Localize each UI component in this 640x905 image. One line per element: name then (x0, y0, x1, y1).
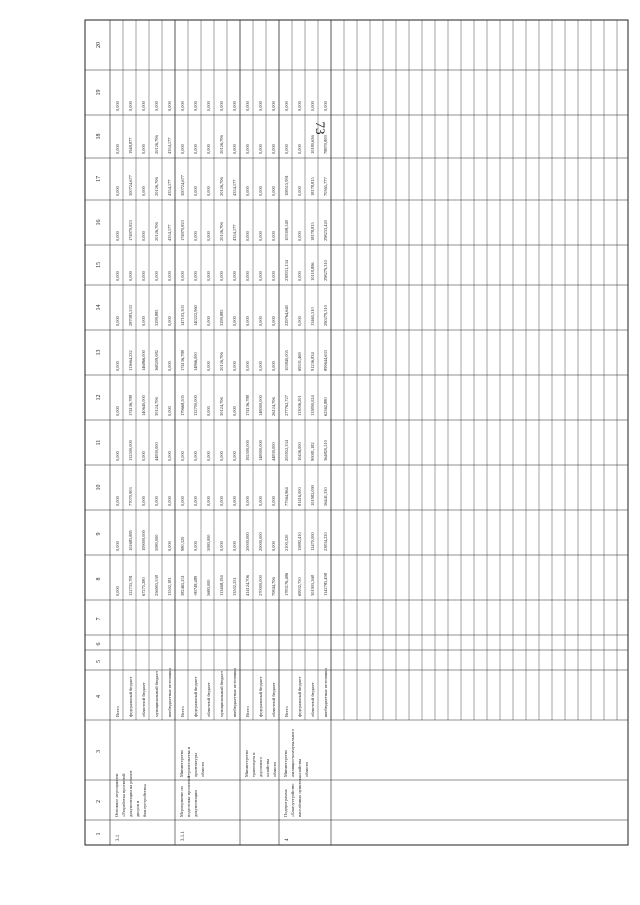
value-cell: 10118,806 (310, 262, 315, 281)
value-cell: 0,000 (219, 271, 224, 281)
section-name: «Разработка проектной (121, 773, 126, 817)
section-name: подготовке проектной (186, 775, 191, 817)
value-cell: 0,000 (271, 186, 276, 196)
value-cell: 0,000 (258, 496, 263, 506)
row-label: муниципальный бюджет (219, 670, 224, 717)
value-cell: 0,000 (193, 231, 198, 241)
value-cell: 14866,000 (193, 352, 198, 371)
value-cell: 67275,280 (141, 577, 146, 596)
value-cell: 179668,505 (180, 395, 185, 416)
executor-name: жилищно-коммунального (290, 728, 295, 777)
value-cell: 132700,000 (193, 395, 198, 416)
value-cell: 101982,090 (310, 485, 315, 506)
value-cell: 0,000 (167, 451, 172, 461)
value-cell: 132500,000 (128, 440, 133, 461)
value-cell: 192500,000 (245, 440, 250, 461)
value-cell: 0,000 (271, 231, 276, 241)
value-cell: 0,000 (180, 101, 185, 111)
value-cell: 0,000 (115, 406, 120, 416)
row-label: Всего (115, 706, 120, 717)
value-cell: 0,000 (206, 144, 211, 154)
value-cell: 1783176,486 (284, 572, 289, 596)
value-cell: 140222,960 (193, 305, 198, 326)
value-cell: 0,000 (297, 316, 302, 326)
value-cell: 0,000 (167, 101, 172, 111)
value-cell: 0,000 (141, 186, 146, 196)
section-name: благоустройство» (142, 783, 147, 817)
value-cell: 0,000 (115, 361, 120, 371)
section-name: Мероприятие по (179, 786, 184, 817)
value-cell: 0,000 (271, 496, 276, 506)
value-cell: 0,000 (297, 186, 302, 196)
row-label: внебюджетные источники (167, 668, 172, 717)
value-cell: 103840,005 (284, 350, 289, 371)
value-cell: 0,000 (232, 541, 237, 551)
value-cell: 0,000 (232, 406, 237, 416)
value-cell: 108515,991 (284, 175, 289, 196)
value-cell: 103308,549 (284, 220, 289, 241)
row-label: Всего (180, 706, 185, 717)
value-cell: 0,000 (245, 271, 250, 281)
value-cell: 77564,964 (284, 487, 289, 506)
value-cell: 256905,558 (154, 575, 159, 596)
value-cell: 0,000 (245, 361, 250, 371)
executor-name: хозяйства (297, 758, 302, 777)
value-cell: 301905,268 (310, 575, 315, 596)
value-cell: 0,000 (258, 231, 263, 241)
value-cell: 70365,777 (323, 177, 328, 196)
value-cell: 5080,000 (206, 534, 211, 551)
value-cell: 0,000 (284, 144, 289, 154)
value-cell: 146866,000 (141, 350, 146, 371)
value-cell: 13502,181 (167, 577, 172, 596)
value-cell: 298233,420 (323, 220, 328, 241)
section-name: документации на ремонт (128, 770, 133, 817)
value-cell: 174136,788 (180, 350, 185, 371)
value-cell: 0,000 (297, 231, 302, 241)
value-cell: 0,000 (310, 101, 315, 111)
value-cell: 0,000 (245, 186, 250, 196)
value-cell: 0,000 (271, 316, 276, 326)
value-cell: 899644,633 (323, 350, 328, 371)
row-label: муниципальный бюджет (154, 670, 159, 717)
header-cell: 16 (96, 219, 102, 226)
executor-name: Министерство (179, 749, 184, 777)
value-cell: 91236,834 (310, 352, 315, 371)
value-cell: 62362,880 (323, 397, 328, 416)
value-cell: 0,000 (219, 496, 224, 506)
value-cell: 0,000 (258, 144, 263, 154)
header-cell: 15 (96, 262, 102, 268)
value-cell: 0,000 (219, 101, 224, 111)
section-name: Подпрограмма (283, 789, 288, 817)
header-cell: 12 (96, 394, 102, 401)
value-cell: 0,000 (167, 316, 172, 326)
value-cell: 0,000 (193, 144, 198, 154)
value-cell: 20126,706 (219, 352, 224, 371)
value-cell: 174136,788 (128, 395, 133, 416)
value-cell: 0,000 (258, 316, 263, 326)
value-cell: 364820,210 (323, 440, 328, 461)
value-cell: 69932,750 (297, 577, 302, 596)
value-cell: 20126,706 (219, 177, 224, 196)
executor-name: дорожного (258, 756, 263, 777)
value-cell: 10436,000 (297, 442, 302, 461)
header-cell: 19 (96, 89, 102, 96)
value-cell: 0,000 (115, 186, 120, 196)
value-cell: 0,000 (206, 406, 211, 416)
value-cell: 0,000 (115, 316, 120, 326)
value-cell: 0,000 (141, 496, 146, 506)
value-cell: 18178,815 (310, 222, 315, 241)
page-number: 73 (313, 121, 328, 135)
header-cell: 8 (96, 577, 102, 581)
value-cell: 20126,706 (154, 222, 159, 241)
value-cell: 5080,000 (154, 534, 159, 551)
value-cell: 113664,232 (128, 350, 133, 371)
value-cell: 15882,410 (297, 532, 302, 551)
value-cell: 0,000 (115, 271, 120, 281)
value-cell: 30124,706 (154, 397, 159, 416)
value-cell: 0,000 (271, 541, 276, 551)
value-cell: 0,000 (115, 101, 120, 111)
section-name: дворов и (135, 800, 140, 817)
row-label: областной бюджет (141, 682, 146, 717)
section-name: «Благоустройство (290, 783, 295, 817)
value-cell: 69331,469 (297, 352, 302, 371)
value-cell: 270000,000 (258, 575, 263, 596)
value-cell: 0,000 (297, 271, 302, 281)
value-cell: 0,000 (193, 101, 198, 111)
value-cell: 0,000 (245, 316, 250, 326)
value-cell: 109000,000 (141, 530, 146, 551)
value-cell: 20126,706 (154, 135, 159, 154)
value-cell: 0,000 (180, 144, 185, 154)
value-cell: 0,000 (232, 144, 237, 154)
value-cell: 44830,000 (271, 442, 276, 461)
value-cell: 0,000 (167, 271, 172, 281)
executor-name: области (200, 762, 205, 777)
section-name: Основное мероприятие (114, 773, 119, 817)
value-cell: 0,000 (206, 231, 211, 241)
header-cell: 18 (96, 133, 102, 140)
value-cell: 168209,082 (154, 350, 159, 371)
value-cell: 277762,727 (284, 395, 289, 416)
value-cell: 0,000 (219, 541, 224, 551)
value-cell: 290279,310 (323, 305, 328, 326)
header-cell: 9 (96, 532, 102, 536)
header-cell: 3 (96, 750, 102, 753)
value-cell: 0,000 (154, 101, 159, 111)
header-cell: 13 (96, 349, 102, 356)
value-cell: 0,000 (232, 101, 237, 111)
value-cell: 300724,677 (180, 175, 185, 196)
value-cell: 4354,177 (232, 224, 237, 241)
value-cell: 81416,000 (297, 487, 302, 506)
value-cell: 0,000 (206, 316, 211, 326)
value-cell: 23834,220 (323, 532, 328, 551)
row-label: Всего (245, 706, 250, 717)
executor-name: архитектуры (193, 753, 198, 777)
header-cell: 10 (96, 484, 102, 491)
value-cell: 0,000 (141, 144, 146, 154)
value-cell: 2100,320 (284, 534, 289, 551)
executor-name: Министерство (283, 749, 288, 777)
value-cell: 20126,706 (219, 135, 224, 154)
header-cell: 1 (96, 832, 102, 836)
value-cell: 0,000 (115, 231, 120, 241)
value-cell: 12470,000 (310, 532, 315, 551)
section-code: 4 (285, 838, 290, 841)
value-cell: 77070,903 (128, 487, 133, 506)
value-cell: 147103,303 (180, 305, 185, 326)
section-code: 3.1 (116, 834, 121, 841)
value-cell: 56441,330 (323, 487, 328, 506)
value-cell: 0,000 (258, 101, 263, 111)
value-cell: 0,000 (271, 144, 276, 154)
value-cell: 0,000 (258, 271, 263, 281)
header-cell: 5 (96, 660, 102, 663)
value-cell: 30124,706 (219, 397, 224, 416)
value-cell: 0,000 (232, 496, 237, 506)
executor-name: области (304, 762, 309, 777)
value-cell: 174970,823 (180, 220, 185, 241)
row-label: областной бюджет (271, 682, 276, 717)
value-cell: 0,000 (141, 316, 146, 326)
row-label: внебюджетные источники (232, 668, 237, 717)
value-cell: 20000,000 (258, 532, 263, 551)
value-cell: 20126,706 (154, 177, 159, 196)
value-cell: 20126,706 (219, 222, 224, 241)
header-cell: 20 (96, 42, 102, 48)
value-cell: 4354,177 (167, 137, 172, 154)
header-cell: 11 (96, 439, 102, 446)
row-label: областной бюджет (206, 682, 211, 717)
value-cell: 0,000 (297, 144, 302, 154)
value-cell: 0,000 (128, 271, 133, 281)
value-cell: 0,000 (232, 316, 237, 326)
value-cell: 0,000 (206, 451, 211, 461)
value-cell: 0,000 (141, 451, 146, 461)
value-cell: 0,000 (206, 186, 211, 196)
value-cell: 113006,201 (297, 395, 302, 416)
value-cell: 0,000 (206, 361, 211, 371)
row-label: федеральный бюджет (297, 676, 302, 717)
value-cell: 20000,000 (245, 532, 250, 551)
value-cell: 0,000 (180, 451, 185, 461)
value-cell: 0,000 (167, 496, 172, 506)
value-cell: 0,000 (180, 271, 185, 281)
value-cell: 1142785,498 (323, 573, 328, 596)
value-cell: 0,000 (115, 586, 120, 596)
value-cell: 0,000 (115, 451, 120, 461)
value-cell: 0,000 (193, 496, 198, 506)
value-cell: 0,000 (115, 541, 120, 551)
executor-name: Министерство (244, 749, 249, 777)
row-label: внебюджетные источники (323, 668, 328, 717)
value-cell: 300724,677 (128, 175, 133, 196)
row-label: федеральный бюджет (258, 676, 263, 717)
header-cell: 7 (96, 617, 102, 621)
value-cell: 0,000 (284, 101, 289, 111)
value-cell: 0,000 (180, 496, 185, 506)
value-cell: 122735,781 (128, 575, 133, 596)
section-name: документации (193, 790, 198, 817)
value-cell: 0,000 (167, 361, 172, 371)
value-cell: 10180,636 (310, 135, 315, 154)
value-cell: 0,000 (206, 496, 211, 506)
value-cell: 0,000 (232, 271, 237, 281)
value-cell: 0,000 (297, 101, 302, 111)
value-cell: 0,000 (167, 406, 172, 416)
value-cell: 0,000 (206, 101, 211, 111)
value-cell: 0,000 (154, 496, 159, 506)
value-cell: 414124,706 (245, 575, 250, 596)
value-cell: 102685,885 (128, 530, 133, 551)
row-label: федеральный бюджет (193, 676, 198, 717)
value-cell: 4354,177 (232, 179, 237, 196)
value-cell: 229764,640 (284, 305, 289, 326)
value-cell: 148000,000 (258, 440, 263, 461)
value-cell: 26124,706 (271, 397, 276, 416)
value-cell: 382465,251 (180, 575, 185, 596)
value-cell: 0,000 (206, 271, 211, 281)
value-cell: 0,000 (271, 361, 276, 371)
value-cell: 0,000 (271, 271, 276, 281)
header-cell: 4 (96, 695, 102, 698)
table-text (96, 42, 329, 841)
value-cell: 18178,815 (310, 177, 315, 196)
row-label: Всего (284, 706, 289, 717)
value-cell: 0,000 (323, 101, 328, 111)
value-cell: 0,000 (115, 496, 120, 506)
executor-name: строительства и (186, 746, 191, 777)
value-cell: 3299,885 (219, 309, 224, 326)
value-cell: 4354,177 (167, 224, 172, 241)
value-cell: 0,000 (232, 451, 237, 461)
executor-name: области (272, 762, 277, 777)
header-cell: 14 (96, 304, 102, 311)
value-cell: 0,000 (128, 101, 133, 111)
value-cell: 44830,000 (154, 442, 159, 461)
row-label: федеральный бюджет (128, 676, 133, 717)
value-cell: -80748,489 (193, 575, 198, 596)
value-cell: 0,000 (193, 541, 198, 551)
value-cell: 0,000 (141, 101, 146, 111)
value-cell: 90081,182 (310, 442, 315, 461)
header-cell: 17 (96, 176, 102, 182)
value-cell: 0,000 (141, 271, 146, 281)
section-code: 3.1.1 (181, 831, 186, 841)
executor-name: хозяйства (265, 758, 270, 777)
value-cell: 0,000 (167, 541, 172, 551)
value-cell: 174136,788 (245, 395, 250, 416)
value-cell: 0,000 (245, 496, 250, 506)
row-label: областной бюджет (310, 682, 315, 717)
value-cell: 0,000 (271, 101, 276, 111)
value-cell: 205952,334 (284, 440, 289, 461)
header-cell: 2 (96, 800, 102, 803)
value-cell: 0,000 (115, 144, 120, 154)
value-cell: 0,000 (232, 361, 237, 371)
value-cell: 4354,177 (167, 179, 172, 196)
value-cell: 115890,024 (310, 395, 315, 416)
value-cell: 980,320 (180, 536, 185, 551)
value-cell: 1948,877 (128, 137, 133, 154)
value-cell: 287083,533 (128, 305, 133, 326)
value-cell: 140640,000 (141, 395, 146, 416)
value-cell: 13465,510 (310, 307, 315, 326)
value-cell: 0,000 (245, 144, 250, 154)
value-cell: 0,000 (245, 231, 250, 241)
value-cell: 148000,000 (258, 395, 263, 416)
value-cell: 0,000 (245, 101, 250, 111)
executor-name: транспорта и (251, 752, 256, 777)
section-name: населённых пунктов» (297, 776, 302, 817)
value-cell: 174970,823 (128, 220, 133, 241)
value-cell: 5680,000 (206, 579, 211, 596)
value-cell: 78870,809 (323, 135, 328, 154)
value-cell: 70844,706 (271, 577, 276, 596)
value-cell: 298279,310 (323, 260, 328, 281)
value-cell: 113468,194 (219, 575, 224, 596)
value-cell: 0,000 (154, 271, 159, 281)
value-cell: 0,000 (219, 451, 224, 461)
value-cell: 13502,251 (232, 577, 237, 596)
value-cell: 0,000 (193, 186, 198, 196)
value-cell: 0,000 (258, 186, 263, 196)
value-cell: 0,000 (193, 451, 198, 461)
value-cell: 238031,134 (284, 260, 289, 281)
value-cell: 0,000 (141, 231, 146, 241)
header-cell: 6 (96, 642, 102, 646)
value-cell: 0,000 (258, 361, 263, 371)
value-cell: 0,000 (193, 271, 198, 281)
value-cell: 3299,885 (154, 309, 159, 326)
